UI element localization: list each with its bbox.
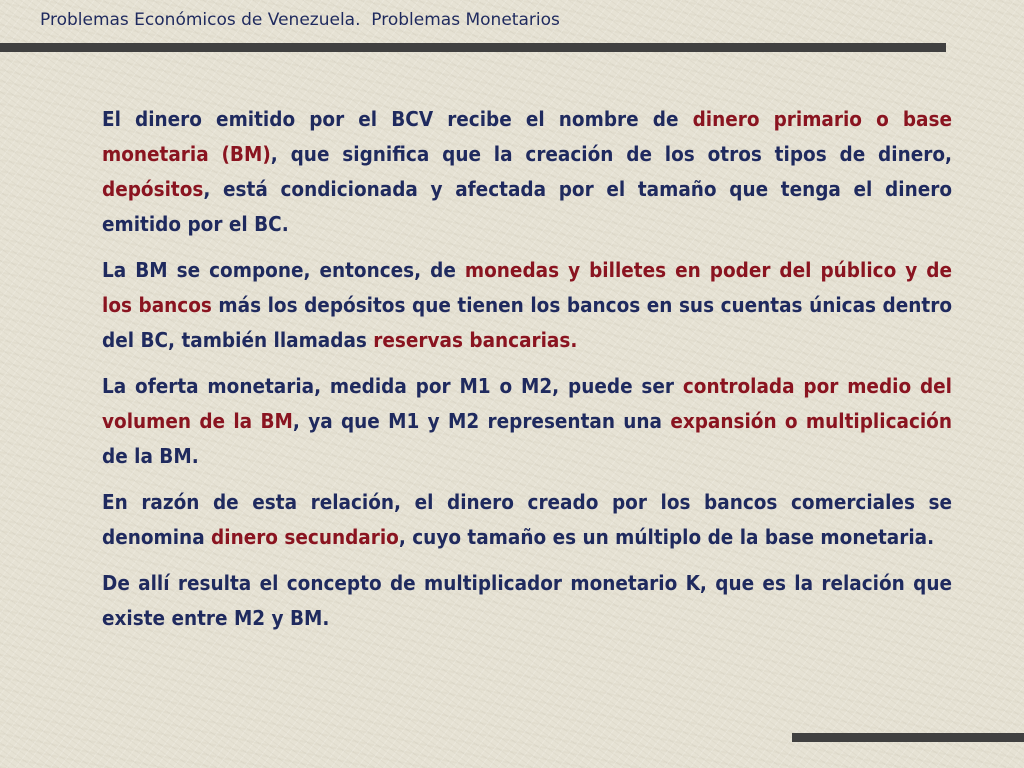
text-segment: El dinero emitido por el BCV recibe el nombre de — [102, 107, 693, 131]
text-segment: , está condicionada y afectada por el tamaño que tenga el dinero emitido por el BC. — [102, 177, 952, 236]
text-segment: La oferta monetaria, medida por M1 o M2, puede ser — [102, 374, 683, 398]
slide-body — [102, 102, 952, 647]
paragraph-5 — [102, 566, 952, 636]
highlight-dinero-secundario: dinero secundario — [211, 525, 399, 549]
text-segment: , cuyo tamaño es un múltiplo de la base monetaria. — [398, 525, 935, 549]
text-segment: , que significa que la creación de los otros tipos de dinero, — [270, 142, 952, 166]
text-segment: En razón de esta relación, el dinero creado por los bancos comerciales se denomina — [102, 490, 952, 549]
paragraph-4 — [102, 485, 952, 555]
highlight-controlada-bm: controlada por medio del volumen de la BM — [102, 374, 953, 433]
slide-header-title: Problemas Económicos de Venezuela. Problemas Monetarios — [40, 10, 560, 30]
text-segment: , ya que M1 y M2 representan una — [292, 409, 671, 433]
paragraph-3 — [102, 369, 952, 474]
highlight-reservas-bancarias: reservas bancarias. — [373, 328, 578, 352]
paragraph-2 — [102, 253, 952, 358]
text-segment: La BM se compone, entonces, de — [102, 258, 465, 282]
text-segment: de la BM. — [102, 444, 199, 468]
text-segment: más los depósitos que tienen los bancos en sus cuentas únicas dentro del BC, también llamadas — [102, 293, 952, 352]
highlight-depositos: depósitos — [102, 177, 204, 201]
highlight-dinero-primario: dinero primario o base monetaria (BM) — [102, 107, 952, 166]
highlight-expansion: expansión o multiplicación — [670, 409, 952, 433]
paragraph-1 — [102, 102, 952, 242]
footer-divider — [792, 733, 1024, 742]
text-segment: De allí resulta el concepto de multiplicador monetario K, que es la relación que existe entre M2 y BM. — [102, 571, 952, 630]
header-divider — [0, 43, 946, 52]
highlight-monedas-billetes: monedas y billetes en poder del público y de los bancos — [102, 258, 952, 317]
